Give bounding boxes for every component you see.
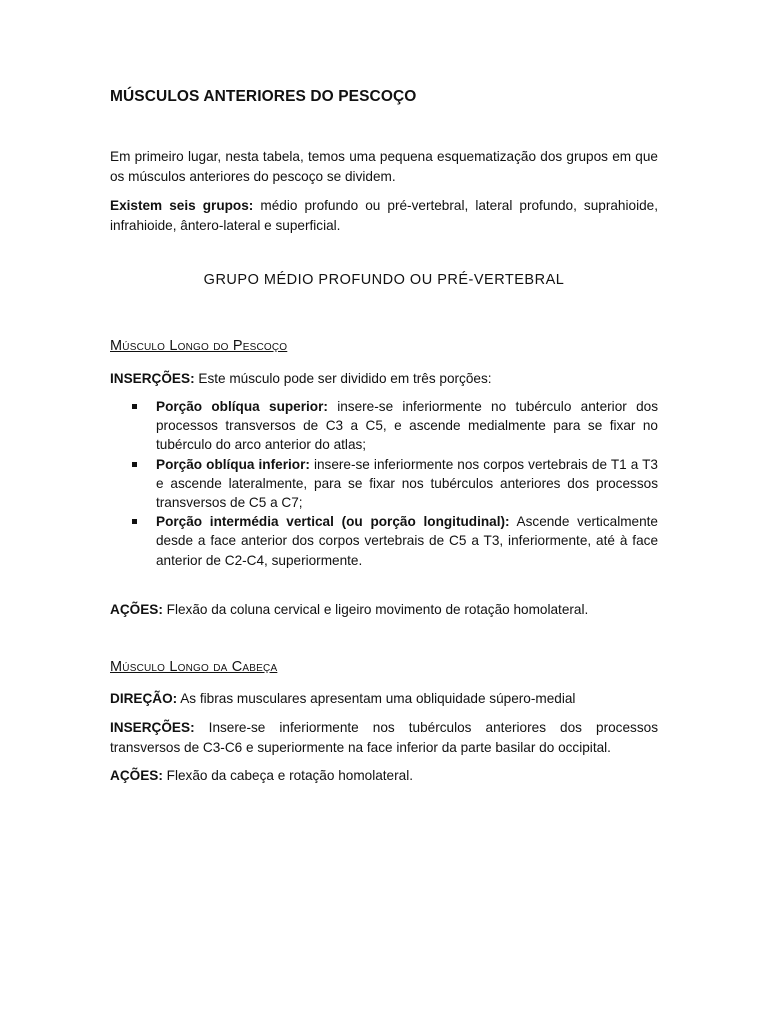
muscle2-insercoes-text: Insere-se inferiormente nos tubérculos anteriores dos processos transversos de C3-C6 e superiormente na face inferior da parte basilar do occipital.	[110, 720, 658, 755]
portion-text: insere-se inferiormente nos corpos vertebrais de T1 a T3 e ascende lateralmente, para se fixar nos tubérculos anteriores dos processos transversos de C5 a C7;	[156, 456, 658, 511]
group-heading: GRUPO MÉDIO PROFUNDO OU PRÉ-VERTEBRAL	[203, 272, 565, 288]
portion-label: Porção oblíqua superior:	[156, 399, 328, 414]
groups-paragraph	[110, 196, 658, 235]
muscle1-insercoes	[110, 369, 658, 389]
muscle1-acoes-text: Flexão da coluna cervical e ligeiro movimento de rotação homolateral.	[162, 602, 589, 617]
muscle1-acoes-label: AÇÕES:	[110, 602, 163, 617]
muscle2-direcao	[110, 689, 658, 709]
muscle2-direcao-text: As fibras musculares apresentam uma obliquidade súpero-medial	[177, 691, 576, 706]
muscle2-acoes-text: Flexão da cabeça e rotação homolateral.	[162, 768, 413, 783]
portion-label: Porção oblíqua inferior:	[156, 456, 310, 472]
muscle1-acoes	[110, 600, 658, 620]
muscle2-direcao-label: DIREÇÃO:	[110, 691, 178, 706]
portions-list	[110, 397, 658, 570]
bullet-square-icon	[132, 462, 137, 467]
muscle2-acoes	[110, 766, 658, 786]
groups-label: Existem seis grupos:	[110, 198, 254, 213]
muscle2-acoes-label: AÇÕES:	[110, 768, 163, 783]
bullet-square-icon	[132, 404, 137, 409]
list-item	[110, 455, 658, 513]
intro-paragraph: Em primeiro lugar, nesta tabela, temos uma pequena esquematização dos grupos em que os músculos anteriores do pescoço se dividem.	[110, 149, 658, 184]
muscle1-insercoes-text: Este músculo pode ser dividido em três porções:	[194, 371, 492, 386]
portion-label: Porção intermédia vertical (ou porção longitudinal):	[156, 514, 510, 530]
muscle1-title: Músculo Longo do Pescoço	[110, 338, 288, 354]
document-title: MÚSCULOS ANTERIORES DO PESCOÇO	[110, 88, 417, 105]
list-item	[110, 512, 658, 570]
muscle2-title: Músculo Longo da Cabeça	[110, 659, 278, 675]
portion-text: insere-se inferiormente no tubérculo anterior dos processos transversos de C3 a C5, e ascende medialmente para se fixar no tubérculo do arco anterior do atlas;	[156, 399, 658, 453]
portion-text: Ascende verticalmente desde a face anterior dos corpos vertebrais de C5 a T3, inferiormente, até à face anterior de C2-C4, superiormente.	[156, 514, 658, 568]
muscle1-insercoes-label: INSERÇÕES:	[110, 371, 195, 386]
list-item	[110, 397, 658, 455]
bullet-square-icon	[132, 519, 137, 524]
muscle2-insercoes-label: INSERÇÕES:	[110, 720, 195, 735]
muscle2-insercoes	[110, 718, 658, 757]
groups-text: médio profundo ou pré-vertebral, lateral profundo, suprahioide, infrahioide, ântero-lateral e superficial.	[110, 198, 658, 233]
